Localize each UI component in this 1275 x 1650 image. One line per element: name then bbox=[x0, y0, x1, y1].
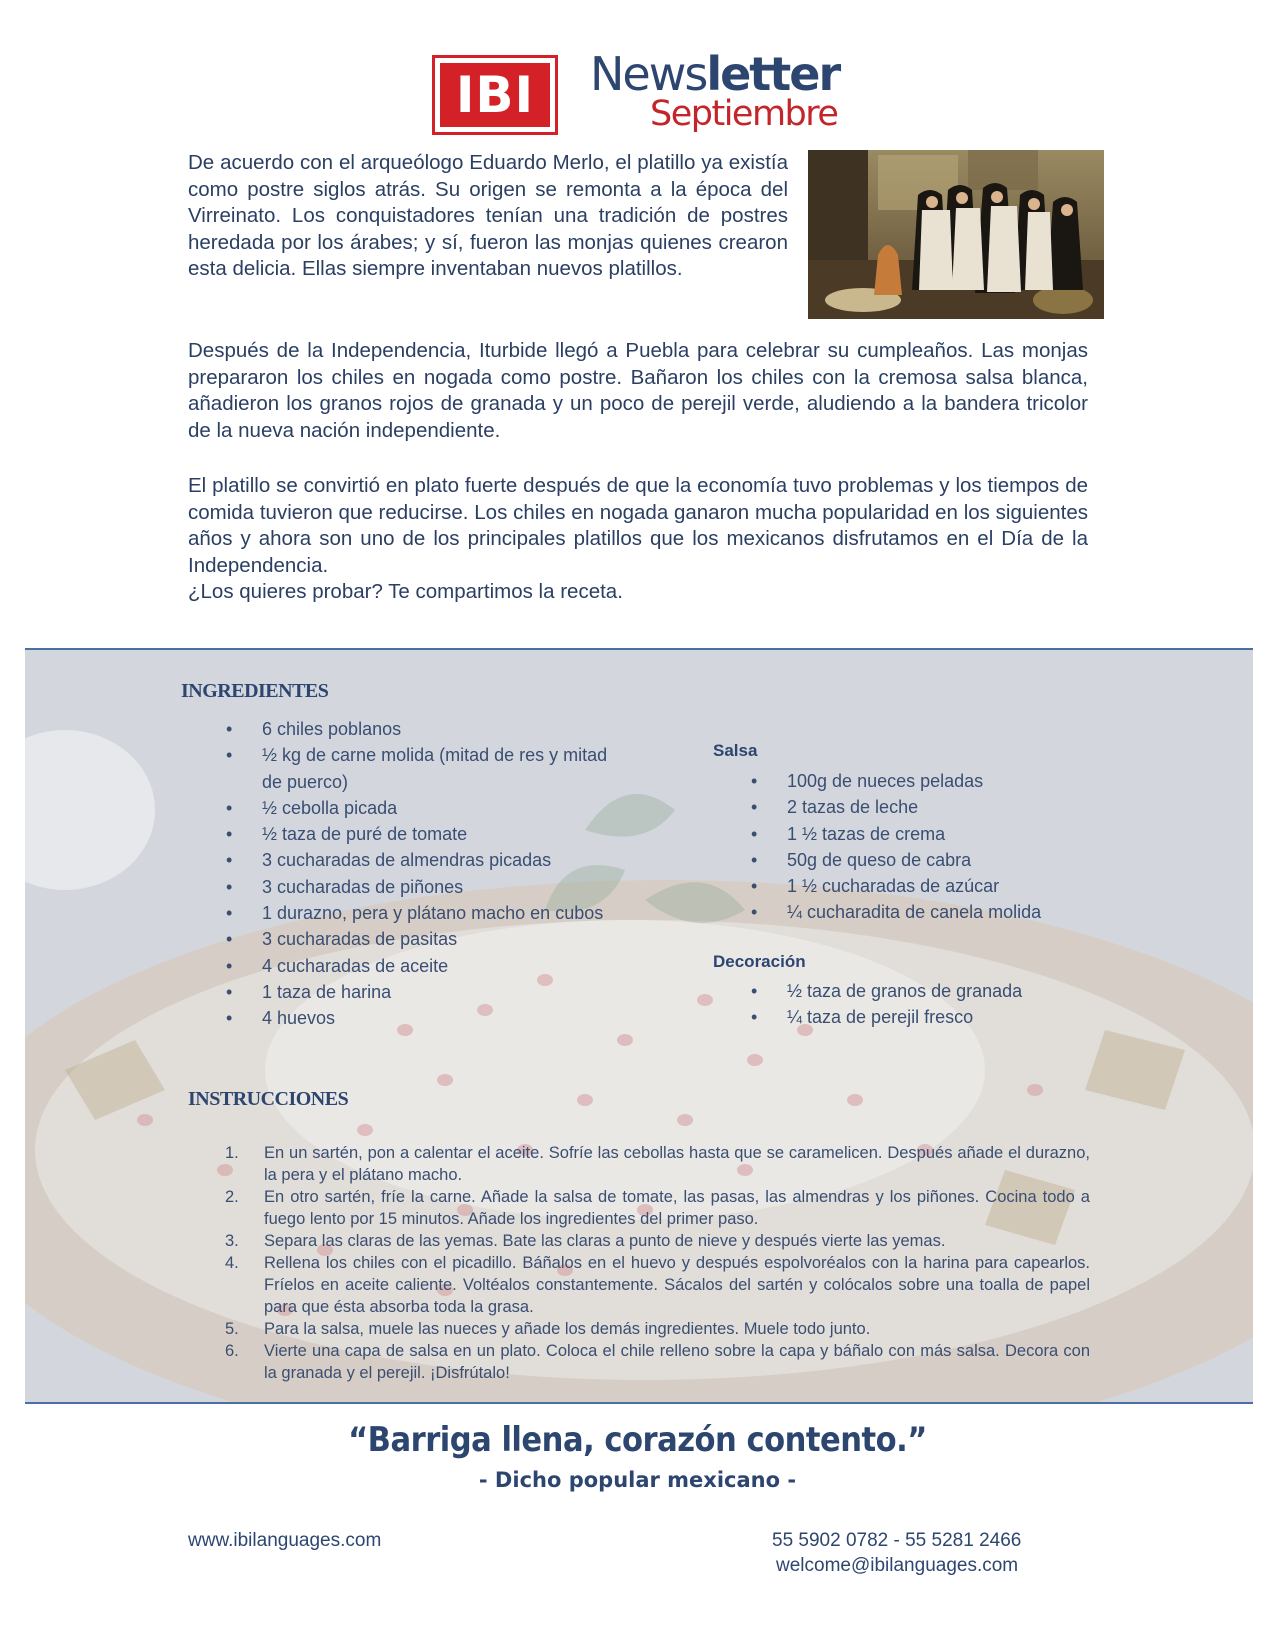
intro-paragraph-question: ¿Los quieres probar? Te compartimos la receta. bbox=[188, 580, 623, 603]
step-number: 6. bbox=[225, 1342, 239, 1360]
ingredients-title: INGREDIENTES bbox=[181, 680, 329, 702]
list-item: • 1 durazno, pera y plátano macho en cubos bbox=[188, 900, 608, 926]
list-item: • 4 cucharadas de aceite bbox=[188, 953, 608, 979]
list-item: • 1 taza de harina bbox=[188, 979, 608, 1005]
logo-text: IBI bbox=[440, 63, 550, 127]
step-text: Vierte una capa de salsa en un plato. Coloca el chile relleno sobre la capa y báñalo con más salsa. Decora con la granada y el perejil. ¡Disfrútalo! bbox=[264, 1342, 1090, 1382]
quote-text: “Barriga llena, corazón contento.” bbox=[348, 1420, 927, 1460]
nuns-kitchen-painting bbox=[808, 150, 1104, 319]
step-text: Para la salsa, muele las nueces y añade los demás ingredientes. Muele todo junto. bbox=[264, 1320, 871, 1338]
instructions-list bbox=[188, 1142, 1090, 1384]
decoration-list bbox=[713, 978, 1143, 1031]
title-part-news: News bbox=[590, 47, 707, 101]
step-text: En un sartén, pon a calentar el aceite. Sofríe las cebollas hasta que se caramelicen. Después añade el durazno, la pera y el plátano macho. bbox=[264, 1144, 1090, 1184]
intro-paragraph-3: El platillo se convirtió en plato fuerte después de que la economía tuvo problemas y los tiempos de comida tuvieron que reducirse. Los chiles en nogada ganaron mucha popularidad en los siguientes años y ahora son uno de los principales platillos que los mexicanos disfrutamos en el Día de la Independencia. bbox=[188, 474, 1088, 577]
instruction-step bbox=[188, 1186, 1090, 1230]
salsa-list bbox=[713, 768, 1143, 926]
list-item: • 1 ½ cucharadas de azúcar bbox=[713, 873, 1143, 899]
email-link[interactable]: welcome@ibilanguages.com bbox=[776, 1555, 1019, 1576]
list-item: • ¼ cucharadita de canela molida bbox=[713, 899, 1143, 925]
list-item: • 100g de nueces peladas bbox=[713, 768, 1143, 794]
phone-numbers: 55 5902 0782 - 55 5281 2466 bbox=[772, 1530, 1022, 1551]
list-item: • 3 cucharadas de pasitas bbox=[188, 926, 608, 952]
instruction-step bbox=[188, 1318, 1090, 1340]
list-item: • 3 cucharadas de piñones bbox=[188, 874, 608, 900]
instruction-step bbox=[188, 1142, 1090, 1186]
list-item: • 4 huevos bbox=[188, 1005, 608, 1031]
instructions-title: INSTRUCCIONES bbox=[188, 1088, 349, 1110]
intro-paragraph-1: De acuerdo con el arqueólogo Eduardo Merlo, el platillo ya existía como postre siglos atrás. Su origen se remonta a la época del Virreinato. Los conquistadores tenían una tradición de postres heredada por los árabes; y sí, fueron las monjas quienes crearon esta delicia. Ellas siempre inventaban nuevos platillos. bbox=[188, 151, 788, 280]
quote-source: - Dicho popular mexicano - bbox=[478, 1468, 797, 1492]
salsa-title: Salsa bbox=[713, 741, 758, 760]
step-number: 1. bbox=[225, 1144, 239, 1162]
list-item: • 6 chiles poblanos bbox=[188, 716, 608, 742]
list-item: • ½ kg de carne molida (mitad de res y mitad de puerco) bbox=[188, 742, 608, 795]
title-part-letter: letter bbox=[706, 47, 840, 101]
decoration-title: Decoración bbox=[713, 952, 806, 971]
ibi-logo bbox=[432, 55, 558, 135]
step-number: 3. bbox=[225, 1232, 239, 1250]
list-item: • ½ cebolla picada bbox=[188, 795, 608, 821]
step-number: 5. bbox=[225, 1320, 239, 1338]
list-item: • 3 cucharadas de almendras picadas bbox=[188, 847, 608, 873]
step-text: En otro sartén, fríe la carne. Añade la salsa de tomate, las pasas, las almendras y los piñones. Cocina todo a fuego lento por 15 minutos. Añade los ingredientes del primer paso. bbox=[264, 1188, 1090, 1228]
instruction-step bbox=[188, 1252, 1090, 1318]
instruction-step bbox=[188, 1340, 1090, 1384]
website-link[interactable]: www.ibilanguages.com bbox=[188, 1530, 382, 1551]
step-text: Separa las claras de las yemas. Bate las claras a punto de nieve y después vierte las yemas. bbox=[264, 1232, 946, 1250]
step-text: Rellena los chiles con el picadillo. Báñalos en el huevo y después espolvoréalos con la harina para capearlos. Fríelos en aceite caliente. Voltéalos constantemente. Sácalos del sartén y colócalos sobre una toalla de papel para que ésta absorba toda la grasa. bbox=[264, 1254, 1090, 1316]
list-item: • 50g de queso de cabra bbox=[713, 847, 1143, 873]
intro-paragraph-2: Después de la Independencia, Iturbide llegó a Puebla para celebrar su cumpleaños. Las monjas prepararon los chiles en nogada como postre. Bañaron los chiles con la cremosa salsa blanca, añadieron los granos rojos de granada y un poco de perejil verde, aludiendo a la bandera tricolor de la nueva nación independiente. bbox=[188, 339, 1088, 442]
list-item: • ½ taza de granos de granada bbox=[713, 978, 1143, 1004]
list-item: • ¼ taza de perejil fresco bbox=[713, 1004, 1143, 1030]
newsletter-month: Septiembre bbox=[650, 94, 838, 134]
step-number: 2. bbox=[225, 1188, 239, 1206]
list-item: • 1 ½ tazas de crema bbox=[713, 821, 1143, 847]
ingredients-list bbox=[188, 716, 608, 1032]
list-item: • ½ taza de puré de tomate bbox=[188, 821, 608, 847]
instruction-step bbox=[188, 1230, 1090, 1252]
step-number: 4. bbox=[225, 1254, 239, 1272]
list-item: • 2 tazas de leche bbox=[713, 794, 1143, 820]
